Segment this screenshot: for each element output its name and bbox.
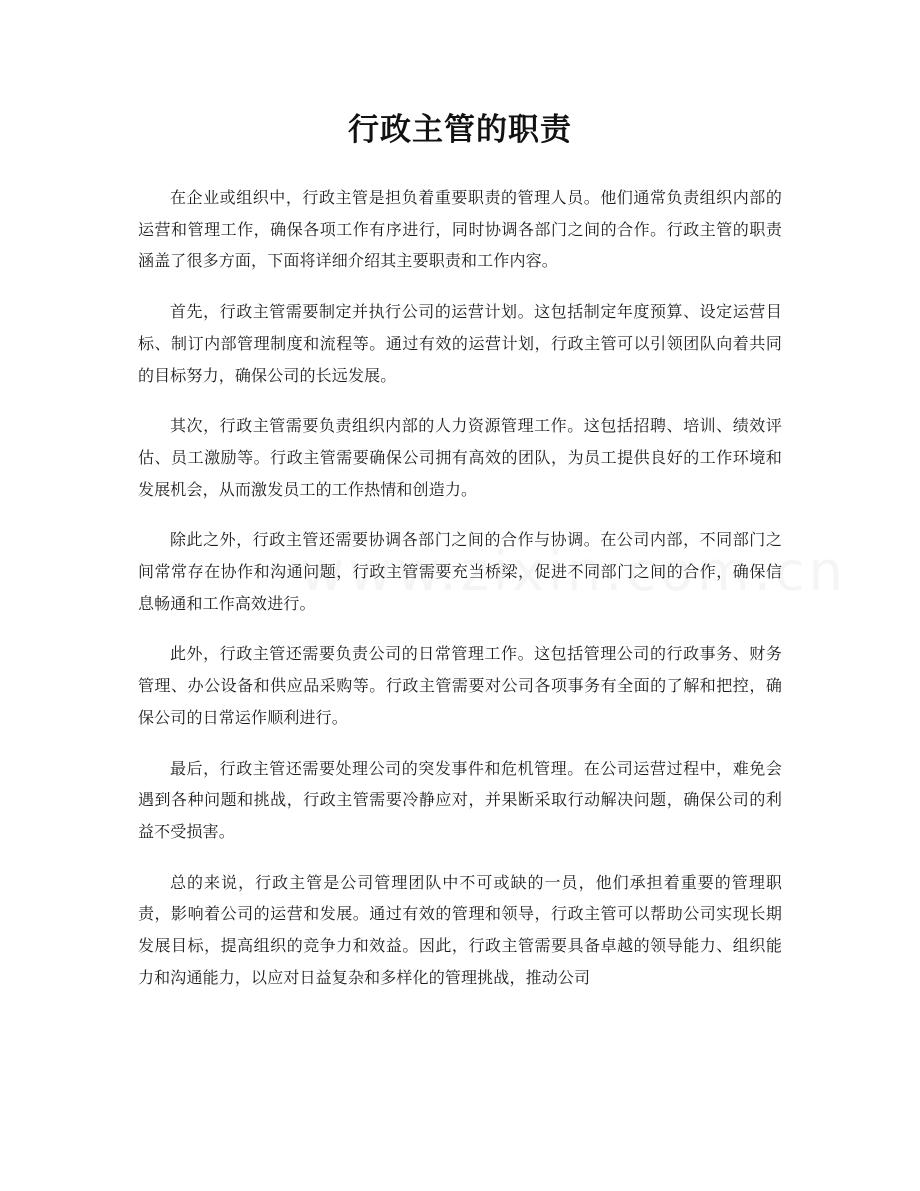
document-body [138, 182, 782, 1012]
paragraph: 最后，行政主管还需要处理公司的突发事件和危机管理。在公司运营过程中，难免会遇到各种问题和挑战，行政主管需要冷静应对，并果断采取行动解决问题，确保公司的利益不受损害。 [138, 758, 782, 841]
paragraph: 此外，行政主管还需要负责公司的日常管理工作。这包括管理公司的行政事务、财务管理、办公设备和供应品采购等。行政主管需要对公司各项事务有全面的了解和把控，确保公司的日常运作顺利进行。 [138, 644, 782, 727]
paragraph: 在企业或组织中，行政主管是担负着重要职责的管理人员。他们通常负责组织内部的运营和管理工作，确保各项工作有序进行，同时协调各部门之间的合作。行政主管的职责涵盖了很多方面，下面将详细介绍其主要职责和工作内容。 [138, 188, 782, 271]
paragraph: 除此之外，行政主管还需要协调各部门之间的合作与协调。在公司内部，不同部门之间常常存在协作和沟通问题，行政主管需要充当桥梁，促进不同部门之间的合作，确保信息畅通和工作高效进行。 [138, 530, 782, 613]
paragraph: 总的来说，行政主管是公司管理团队中不可或缺的一员，他们承担着重要的管理职责，影响着公司的运营和发展。通过有效的管理和领导，行政主管可以帮助公司实现长期发展目标，提高组织的竞争力和效益。因此，行政主管需要具备卓越的领导能力、组织能力和沟通能力，以应对日益复杂和多样化的管理挑战，推动公司 [138, 872, 782, 987]
paragraph: 其次，行政主管需要负责组织内部的人力资源管理工作。这包括招聘、培训、绩效评估、员工激励等。行政主管需要确保公司拥有高效的团队，为员工提供良好的工作环境和发展机会，从而激发员工的工作热情和创造力。 [138, 416, 782, 499]
paragraph: 首先，行政主管需要制定并执行公司的运营计划。这包括制定年度预算、设定运营目标、制订内部管理制度和流程等。通过有效的运营计划，行政主管可以引领团队向着共同的目标努力，确保公司的长远发展。 [138, 302, 782, 385]
document-title: 行政主管的职责 [348, 112, 572, 148]
